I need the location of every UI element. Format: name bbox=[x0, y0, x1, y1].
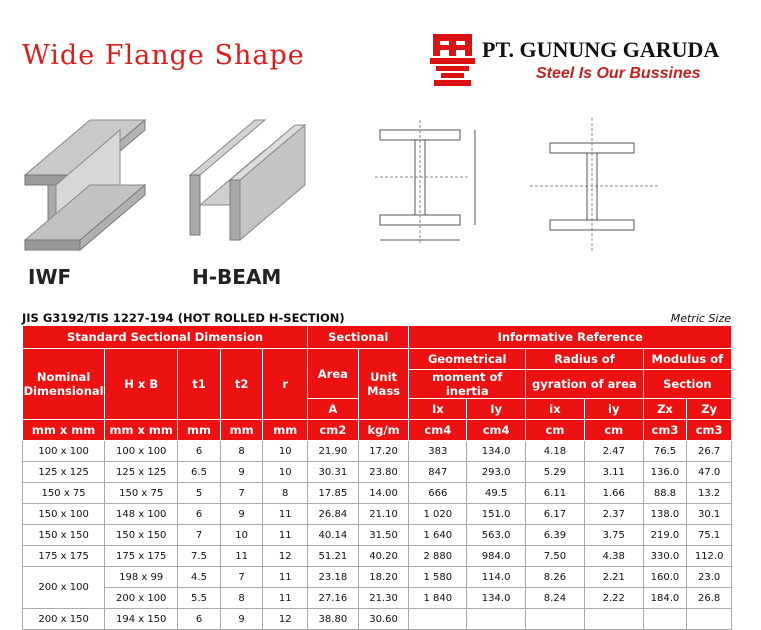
table-row bbox=[23, 525, 732, 546]
col-nominal: Nominal Dimensional bbox=[23, 349, 105, 420]
unit-cell: mm bbox=[178, 420, 221, 441]
table-cell: 4.38 bbox=[584, 546, 643, 567]
table-row bbox=[23, 462, 732, 483]
table-cell: 11 bbox=[263, 567, 308, 588]
table-cell: 51.21 bbox=[308, 546, 359, 567]
table-cell: 7.5 bbox=[178, 546, 221, 567]
table-cell: 31.50 bbox=[358, 525, 409, 546]
table-cell: 293.0 bbox=[467, 462, 526, 483]
unit-cell: mm bbox=[263, 420, 308, 441]
table-cell: 194 x 150 bbox=[105, 609, 178, 630]
table-cell: 148 x 100 bbox=[105, 504, 178, 525]
units-row bbox=[23, 420, 732, 441]
table-cell: 13.2 bbox=[687, 483, 732, 504]
table-cell: 198 x 99 bbox=[105, 567, 178, 588]
table-cell: 150 x 75 bbox=[105, 483, 178, 504]
company-slogan: Steel Is Our Bussines bbox=[536, 65, 701, 82]
col-geometrical: Geometrical bbox=[409, 349, 526, 370]
group-sectional: Sectional bbox=[308, 326, 409, 349]
table-cell: 40.14 bbox=[308, 525, 359, 546]
table-cell: 5 bbox=[178, 483, 221, 504]
table-row bbox=[23, 546, 732, 567]
table-cell: 8.24 bbox=[526, 588, 585, 609]
table-cell: 23.80 bbox=[358, 462, 409, 483]
table-row bbox=[23, 609, 732, 630]
table-cell: 125 x 125 bbox=[105, 462, 178, 483]
table-cell: 10 bbox=[263, 441, 308, 462]
table-cell: 219.0 bbox=[643, 525, 687, 546]
unit-cell: mm x mm bbox=[23, 420, 105, 441]
table-cell: 10 bbox=[263, 462, 308, 483]
table-body bbox=[23, 441, 732, 630]
table-cell: 10 bbox=[220, 525, 263, 546]
unit-cell: kg/m bbox=[358, 420, 409, 441]
table-cell: 100 x 100 bbox=[105, 441, 178, 462]
table-cell: 6 bbox=[178, 441, 221, 462]
table-cell: 1 640 bbox=[409, 525, 467, 546]
table-cell: 666 bbox=[409, 483, 467, 504]
h-beam-caption: H-BEAM bbox=[192, 265, 282, 289]
table-cell: 23.0 bbox=[687, 567, 732, 588]
table-cell: 7.50 bbox=[526, 546, 585, 567]
col-r: r bbox=[263, 349, 308, 420]
group-standard: Standard Sectional Dimension bbox=[23, 326, 308, 349]
table-cell: 5.29 bbox=[526, 462, 585, 483]
unit-cell: mm bbox=[220, 420, 263, 441]
col-moment-inertia: moment of inertia bbox=[409, 370, 526, 399]
table-cell: 330.0 bbox=[643, 546, 687, 567]
table-cell: 5.5 bbox=[178, 588, 221, 609]
table-cell: 6.39 bbox=[526, 525, 585, 546]
table-row bbox=[23, 567, 732, 588]
table-cell: 2.47 bbox=[584, 441, 643, 462]
table-cell: 26.8 bbox=[687, 588, 732, 609]
table-cell: 49.5 bbox=[467, 483, 526, 504]
table-cell: 112.0 bbox=[687, 546, 732, 567]
table-cell: 3.11 bbox=[584, 462, 643, 483]
table-cell: 11 bbox=[263, 525, 308, 546]
table-cell bbox=[467, 609, 526, 630]
col-Iy: Iy bbox=[467, 399, 526, 420]
table-cell: 1 840 bbox=[409, 588, 467, 609]
table-cell: 21.90 bbox=[308, 441, 359, 462]
table-cell: 7 bbox=[178, 525, 221, 546]
col-modulus: Modulus of bbox=[643, 349, 731, 370]
table-cell: 150 x 150 bbox=[105, 525, 178, 546]
section-axis-diagram bbox=[530, 118, 660, 253]
col-section: Section bbox=[643, 370, 731, 399]
header-row-group bbox=[23, 326, 732, 349]
table-cell: 160.0 bbox=[643, 567, 687, 588]
table-cell: 38.80 bbox=[308, 609, 359, 630]
table-cell: 2.37 bbox=[584, 504, 643, 525]
section-dimension-diagram bbox=[375, 115, 485, 250]
table-cell: 383 bbox=[409, 441, 467, 462]
table-cell: 9 bbox=[220, 462, 263, 483]
table-cell: 40.20 bbox=[358, 546, 409, 567]
table-cell: 150 x 100 bbox=[23, 504, 105, 525]
table-cell: 27.16 bbox=[308, 588, 359, 609]
table-cell: 200 x 150 bbox=[23, 609, 105, 630]
table-cell: 47.0 bbox=[687, 462, 732, 483]
table-cell: 2.22 bbox=[584, 588, 643, 609]
table-cell: 76.5 bbox=[643, 441, 687, 462]
h-beam-image bbox=[185, 110, 310, 245]
table-cell: 26.7 bbox=[687, 441, 732, 462]
table-cell: 9 bbox=[220, 609, 263, 630]
table-cell: 12 bbox=[263, 609, 308, 630]
table-cell: 138.0 bbox=[643, 504, 687, 525]
col-unit-mass: Unit Mass bbox=[358, 349, 409, 420]
table-row bbox=[23, 588, 732, 609]
table-cell: 9 bbox=[220, 504, 263, 525]
col-zy: Zy bbox=[687, 399, 732, 420]
table-cell: 23.18 bbox=[308, 567, 359, 588]
table-cell: 8 bbox=[220, 588, 263, 609]
table-cell: 8 bbox=[263, 483, 308, 504]
table-cell: 1 580 bbox=[409, 567, 467, 588]
table-cell: 150 x 75 bbox=[23, 483, 105, 504]
table-cell: 21.10 bbox=[358, 504, 409, 525]
table-cell: 2 880 bbox=[409, 546, 467, 567]
table-cell: 17.20 bbox=[358, 441, 409, 462]
col-radius: Radius of bbox=[526, 349, 644, 370]
col-gyration: gyration of area bbox=[526, 370, 644, 399]
table-cell bbox=[687, 609, 732, 630]
table-row bbox=[23, 504, 732, 525]
table-cell: 134.0 bbox=[467, 441, 526, 462]
table-cell: 563.0 bbox=[467, 525, 526, 546]
table-cell: 6.11 bbox=[526, 483, 585, 504]
table-cell bbox=[409, 609, 467, 630]
table-cell: 175 x 175 bbox=[23, 546, 105, 567]
table-cell: 11 bbox=[263, 504, 308, 525]
group-informative: Informative Reference bbox=[409, 326, 732, 349]
table-cell: 18.20 bbox=[358, 567, 409, 588]
table-cell: 4.5 bbox=[178, 567, 221, 588]
table-cell: 8.26 bbox=[526, 567, 585, 588]
iwf-caption: IWF bbox=[28, 265, 72, 289]
table-cell: 11 bbox=[263, 588, 308, 609]
table-cell: 984.0 bbox=[467, 546, 526, 567]
table-cell: 175 x 175 bbox=[105, 546, 178, 567]
table-cell: 200 x 100 bbox=[105, 588, 178, 609]
table-cell: 21.30 bbox=[358, 588, 409, 609]
table-cell: 12 bbox=[263, 546, 308, 567]
table-cell: 136.0 bbox=[643, 462, 687, 483]
table-cell: 847 bbox=[409, 462, 467, 483]
table-cell bbox=[584, 609, 643, 630]
table-cell: 6 bbox=[178, 609, 221, 630]
table-cell: 150 x 150 bbox=[23, 525, 105, 546]
section-table bbox=[22, 325, 732, 630]
table-row bbox=[23, 441, 732, 462]
metric-size-label: Metric Size bbox=[670, 312, 731, 325]
table-cell: 4.18 bbox=[526, 441, 585, 462]
col-t1: t1 bbox=[178, 349, 221, 420]
col-area-symbol: A bbox=[308, 399, 359, 420]
table-cell: 8 bbox=[220, 441, 263, 462]
unit-cell: cm3 bbox=[687, 420, 732, 441]
table-cell: 7 bbox=[220, 567, 263, 588]
unit-cell: mm x mm bbox=[105, 420, 178, 441]
col-ix: ix bbox=[526, 399, 585, 420]
unit-cell: cm3 bbox=[643, 420, 687, 441]
table-cell: 75.1 bbox=[687, 525, 732, 546]
table-cell: 1.66 bbox=[584, 483, 643, 504]
table-cell: 100 x 100 bbox=[23, 441, 105, 462]
table-cell: 30.31 bbox=[308, 462, 359, 483]
page-title: Wide Flange Shape bbox=[22, 40, 305, 71]
table-row bbox=[23, 483, 732, 504]
table-cell: 184.0 bbox=[643, 588, 687, 609]
table-cell: 14.00 bbox=[358, 483, 409, 504]
table-cell: 11 bbox=[220, 546, 263, 567]
table-cell: 151.0 bbox=[467, 504, 526, 525]
table-cell: 17.85 bbox=[308, 483, 359, 504]
table-cell: 200 x 100 bbox=[23, 567, 105, 609]
table-cell: 7 bbox=[220, 483, 263, 504]
table-cell: 6 bbox=[178, 504, 221, 525]
table-cell bbox=[643, 609, 687, 630]
iwf-beam-image bbox=[20, 100, 150, 260]
col-Ix: Ix bbox=[409, 399, 467, 420]
table-cell: 6.5 bbox=[178, 462, 221, 483]
table-cell: 114.0 bbox=[467, 567, 526, 588]
company-name: PT. GUNUNG GARUDA bbox=[482, 37, 720, 62]
col-hxb: H x B bbox=[105, 349, 178, 420]
table-cell: 26.84 bbox=[308, 504, 359, 525]
unit-cell: cm4 bbox=[409, 420, 467, 441]
table-cell: 6.17 bbox=[526, 504, 585, 525]
table-cell: 125 x 125 bbox=[23, 462, 105, 483]
unit-cell: cm4 bbox=[467, 420, 526, 441]
company-logo bbox=[430, 31, 475, 87]
table-cell: 3.75 bbox=[584, 525, 643, 546]
col-zx: Zx bbox=[643, 399, 687, 420]
table-cell bbox=[526, 609, 585, 630]
col-iy: iy bbox=[584, 399, 643, 420]
table-cell: 30.60 bbox=[358, 609, 409, 630]
unit-cell: cm2 bbox=[308, 420, 359, 441]
standard-label: JIS G3192/TIS 1227-194 (HOT ROLLED H-SECTION) bbox=[22, 311, 345, 325]
table-cell: 30.1 bbox=[687, 504, 732, 525]
unit-cell: cm bbox=[526, 420, 585, 441]
table-cell: 134.0 bbox=[467, 588, 526, 609]
table-cell: 1 020 bbox=[409, 504, 467, 525]
col-t2: t2 bbox=[220, 349, 263, 420]
table-cell: 88.8 bbox=[643, 483, 687, 504]
col-area: Area bbox=[308, 349, 359, 399]
unit-cell: cm bbox=[584, 420, 643, 441]
table-cell: 2.21 bbox=[584, 567, 643, 588]
